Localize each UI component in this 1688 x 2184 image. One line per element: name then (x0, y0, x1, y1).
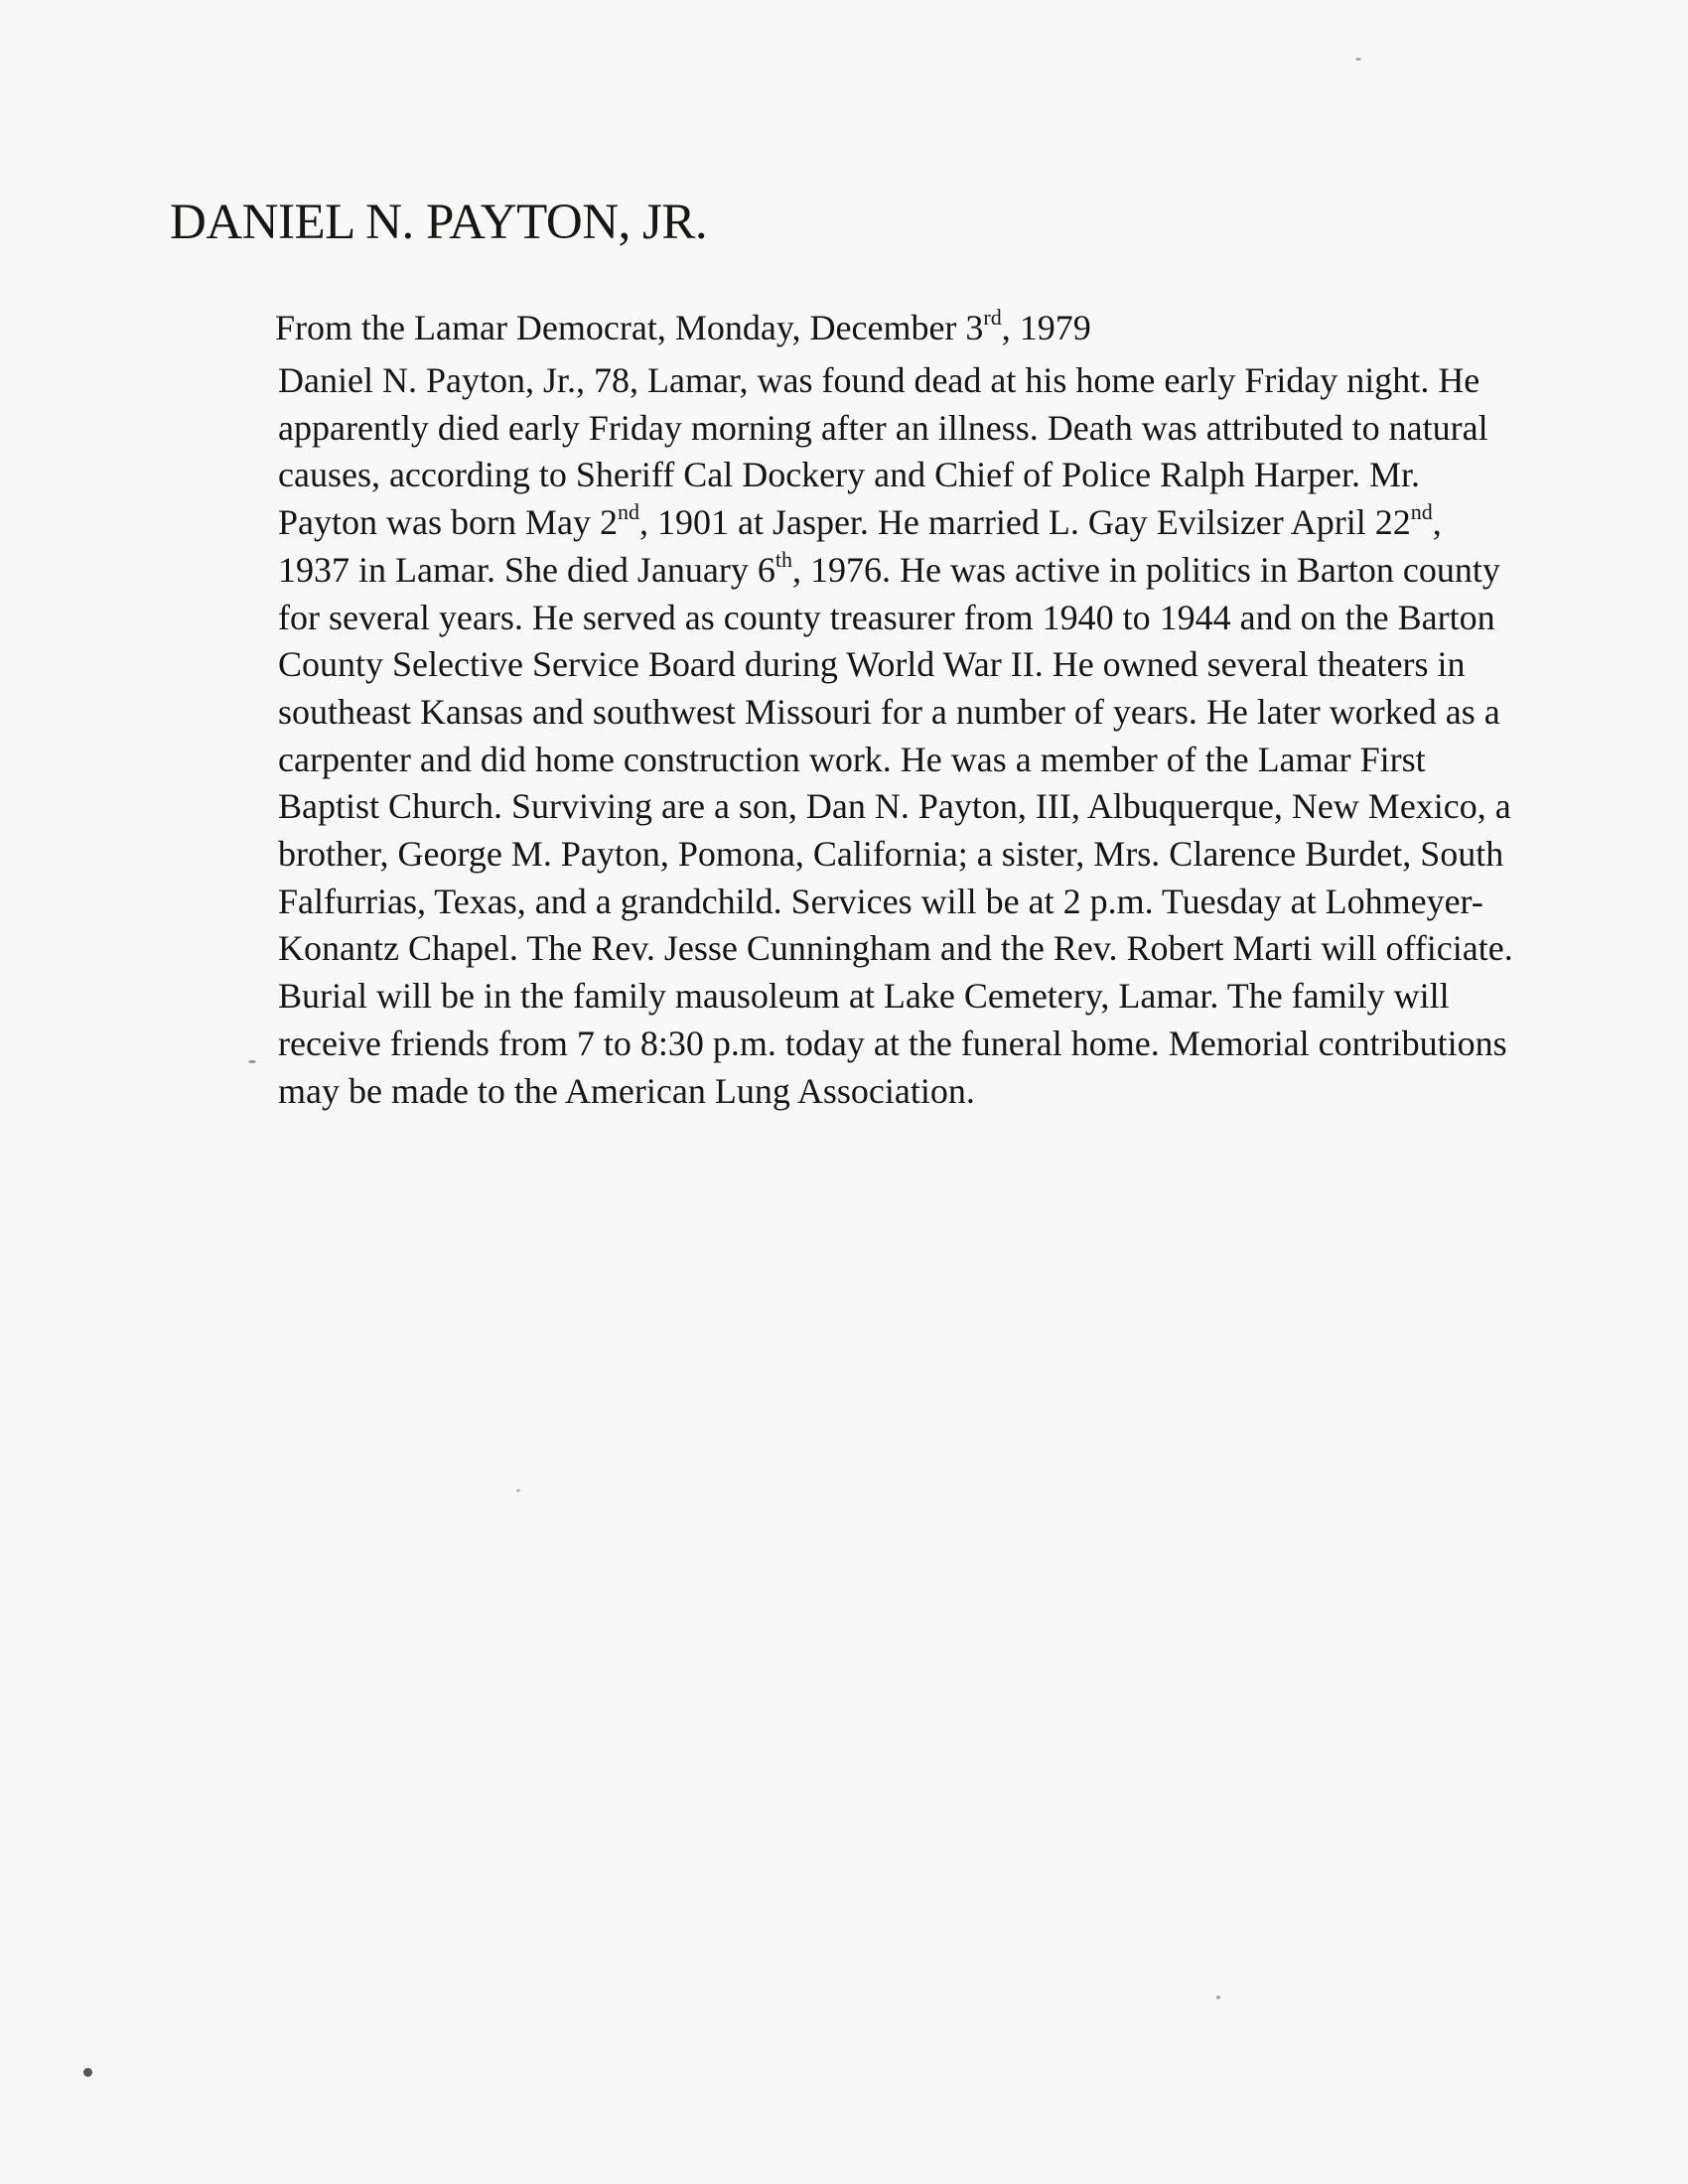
body-line (278, 405, 1513, 453)
body-line (278, 452, 1513, 499)
source-line (275, 306, 1091, 349)
scan-speck (1355, 58, 1361, 61)
text-segment: Konantz Chapel. The Rev. Jesse Cunningham and the Rev. Robert Marti will officiate. (278, 928, 1513, 969)
body-line (278, 595, 1513, 642)
body-line (278, 831, 1513, 879)
text-segment: causes, according to Sheriff Cal Dockery and Chief of Police Ralph Harper. Mr. (278, 455, 1421, 495)
text-segment: southeast Kansas and southwest Missouri for a number of years. He later worked as a (278, 691, 1500, 732)
body-line (278, 689, 1513, 737)
superscript: th (774, 546, 793, 572)
body-line (278, 641, 1513, 689)
text-segment: , 1979 (1001, 308, 1091, 347)
text-segment: 1937 in Lamar. She died January 6 (278, 549, 775, 590)
text-segment: brother, George M. Payton, Pomona, California; a sister, Mrs. Clarence Burdet, South (278, 834, 1504, 875)
body-line (278, 1068, 1513, 1116)
obituary-body (278, 357, 1513, 1115)
superscript: rd (983, 305, 1002, 330)
text-segment: apparently died early Friday morning after an illness. Death was attributed to natural (278, 407, 1488, 448)
text-segment: receive friends from 7 to 8:30 p.m. today at the funeral home. Memorial contributions (278, 1023, 1507, 1063)
text-segment: Baptist Church. Surviving are a son, Dan N. Payton, III, Albuquerque, New Mexico, a (278, 786, 1511, 827)
body-line (278, 357, 1513, 405)
text-segment: County Selective Service Board during World War II. He owned several theaters in (278, 644, 1466, 685)
body-line (278, 925, 1513, 973)
scan-speck (516, 1489, 520, 1492)
obituary-title: DANIEL N. PAYTON, JR. (170, 195, 708, 250)
body-line (278, 1021, 1513, 1068)
superscript: nd (1410, 499, 1433, 525)
text-segment: From the Lamar Democrat, Monday, December 3 (275, 308, 984, 347)
body-line (278, 547, 1513, 595)
text-segment: , 1976. He was active in politics in Barton county (792, 549, 1500, 590)
scan-speck (83, 2068, 92, 2077)
text-segment: , 1901 at Jasper. He married L. Gay Evilsizer April 22 (638, 502, 1411, 543)
text-segment: Daniel N. Payton, Jr., 78, Lamar, was found dead at his home early Friday night. He (278, 360, 1480, 400)
scan-speck (248, 1060, 256, 1063)
body-line (278, 879, 1513, 926)
text-segment: Burial will be in the family mausoleum at Lake Cemetery, Lamar. The family will (278, 976, 1450, 1017)
body-line (278, 973, 1513, 1021)
text-segment: Payton was born May 2 (278, 502, 618, 543)
superscript: nd (617, 499, 639, 525)
body-line (278, 737, 1513, 784)
text-segment: for several years. He served as county treasurer from 1940 to 1944 and on the Barton (278, 597, 1495, 637)
text-segment: carpenter and did home construction work. He was a member of the Lamar First (278, 739, 1426, 779)
body-line (278, 499, 1513, 547)
text-segment: , (1432, 502, 1442, 543)
text-segment: Falfurrias, Texas, and a grandchild. Services will be at 2 p.m. Tuesday at Lohmeyer- (278, 881, 1483, 921)
scan-speck (1216, 1995, 1220, 1999)
body-line (278, 783, 1513, 831)
text-segment: may be made to the American Lung Association. (278, 1070, 975, 1111)
